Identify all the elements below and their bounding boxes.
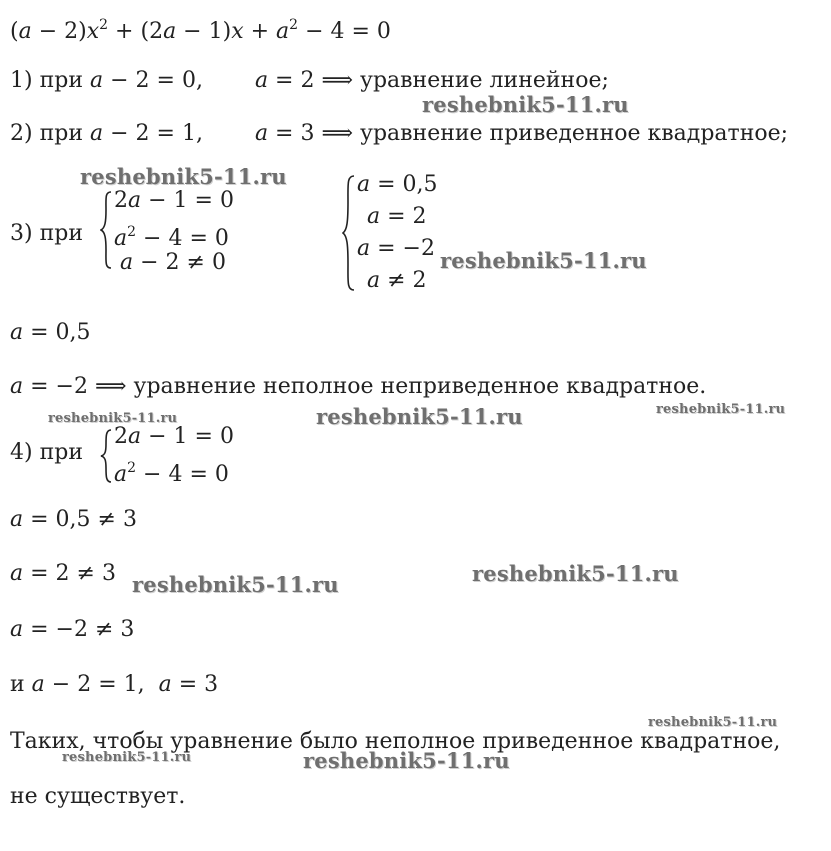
sys-exp: 2 <box>127 224 137 240</box>
case-3-eq-2 <box>114 219 229 252</box>
case-3-sol-2 <box>367 204 427 230</box>
eq-part: − 1) <box>176 19 232 44</box>
ans-rest: = 0,5 <box>23 320 91 345</box>
watermark: reshebnik5-11.ru <box>303 748 510 773</box>
and-var: a <box>158 672 172 697</box>
sys-exp: 2 <box>127 460 137 476</box>
case-2-var: a <box>254 121 269 146</box>
watermark: reshebnik5-11.ru <box>48 411 178 426</box>
case-1-condition: − 2 = 0, <box>103 68 203 93</box>
and-prefix: и <box>10 672 32 697</box>
eq-part: ( <box>10 19 19 44</box>
conclusion-line-2: не существует. <box>10 784 186 809</box>
sys-rest: − 4 = 0 <box>136 462 229 487</box>
check-var: a <box>10 507 24 532</box>
case-4-check-1 <box>10 507 137 533</box>
case-4-check-3 <box>10 617 134 643</box>
sys-var: a <box>128 424 142 449</box>
case-3-prefix: 3) при <box>10 221 83 246</box>
left-brace-icon <box>100 190 114 270</box>
check-var: a <box>10 617 24 642</box>
left-brace-icon <box>342 174 356 292</box>
case-3-answer-2 <box>10 374 706 400</box>
and-var: a <box>31 672 45 697</box>
sol-rest: ≠ 2 <box>380 268 427 293</box>
eq-part: − 2) <box>31 19 87 44</box>
case-3-eq-1 <box>114 188 234 214</box>
sol-rest: = 0,5 <box>370 172 438 197</box>
ans-var: a <box>10 320 24 345</box>
sol-var: a <box>357 236 371 261</box>
sys-rest: − 1 = 0 <box>141 188 234 213</box>
sol-var: a <box>367 268 381 293</box>
watermark: reshebnik5-11.ru <box>440 248 647 273</box>
sys-var: a <box>128 188 142 213</box>
check-rest: = 0,5 ≠ 3 <box>23 507 137 532</box>
sys-var: a <box>120 250 134 275</box>
left-brace-icon <box>100 428 114 484</box>
main-equation <box>10 12 391 45</box>
case-3-sol-3 <box>357 236 435 262</box>
check-rest: = −2 ≠ 3 <box>23 617 135 642</box>
eq-var: x <box>86 19 100 44</box>
sol-rest: = 2 <box>380 204 427 229</box>
case-1-var: a <box>89 68 104 93</box>
case-3-eq-3 <box>120 250 226 276</box>
eq-part: + (2 <box>108 19 164 44</box>
case-2-result: = 3 ⟹ уравнение приведенное квадратное; <box>268 121 789 146</box>
check-rest: = 2 ≠ 3 <box>23 561 116 586</box>
sys-rest: − 2 ≠ 0 <box>133 250 226 275</box>
eq-exp: 2 <box>99 17 109 33</box>
watermark: reshebnik5-11.ru <box>80 164 287 189</box>
case-4-and-line <box>10 672 218 698</box>
eq-part: + <box>243 19 277 44</box>
watermark: reshebnik5-11.ru <box>422 92 629 117</box>
case-4-prefix: 4) при <box>10 440 83 465</box>
ans-var: a <box>10 374 24 399</box>
watermark: reshebnik5-11.ru <box>648 715 778 730</box>
sys-var: a <box>114 462 128 487</box>
case-3-answer-1 <box>10 320 91 346</box>
eq-var: a <box>18 19 32 44</box>
sys-var: a <box>114 226 128 251</box>
eq-exp: 2 <box>289 17 299 33</box>
sys-num: 2 <box>114 188 128 213</box>
case-4-eq-1 <box>114 424 234 450</box>
case-2-condition: − 2 = 1, <box>103 121 203 146</box>
watermark: reshebnik5-11.ru <box>62 750 192 765</box>
watermark: reshebnik5-11.ru <box>472 561 679 586</box>
case-4-check-2 <box>10 561 116 587</box>
sol-var: a <box>367 204 381 229</box>
sol-var: a <box>357 172 371 197</box>
and-rest: − 2 = 1, <box>44 672 145 697</box>
eq-var: a <box>276 19 290 44</box>
case-2-var: a <box>89 121 104 146</box>
sys-rest: − 4 = 0 <box>136 226 229 251</box>
case-1-result: = 2 ⟹ уравнение линейное; <box>268 68 609 93</box>
sol-rest: = −2 <box>370 236 435 261</box>
sys-rest: − 1 = 0 <box>141 424 234 449</box>
case-3-sol-1 <box>357 172 438 198</box>
eq-part: − 4 = 0 <box>298 19 391 44</box>
conclusion-line-1: Таких, чтобы уравнение было неполное приведенное квадратное, <box>10 729 781 754</box>
watermark: reshebnik5-11.ru <box>316 404 523 429</box>
case-1-var: a <box>254 68 269 93</box>
case-3-sol-4 <box>367 268 427 294</box>
sys-num: 2 <box>114 424 128 449</box>
case-2-prefix: 2) при <box>10 121 90 146</box>
watermark: reshebnik5-11.ru <box>132 572 339 597</box>
case-4-eq-2 <box>114 455 229 488</box>
eq-var: x <box>231 19 244 44</box>
and-rest: = 3 <box>171 672 219 697</box>
case-1-line <box>10 68 609 94</box>
watermark: reshebnik5-11.ru <box>656 402 786 417</box>
case-1-prefix: 1) при <box>10 68 90 93</box>
check-var: a <box>10 561 24 586</box>
eq-var: a <box>163 19 177 44</box>
case-2-line <box>10 121 788 147</box>
ans-rest: = −2 ⟹ уравнение неполное неприведенное квадратное. <box>23 374 707 399</box>
